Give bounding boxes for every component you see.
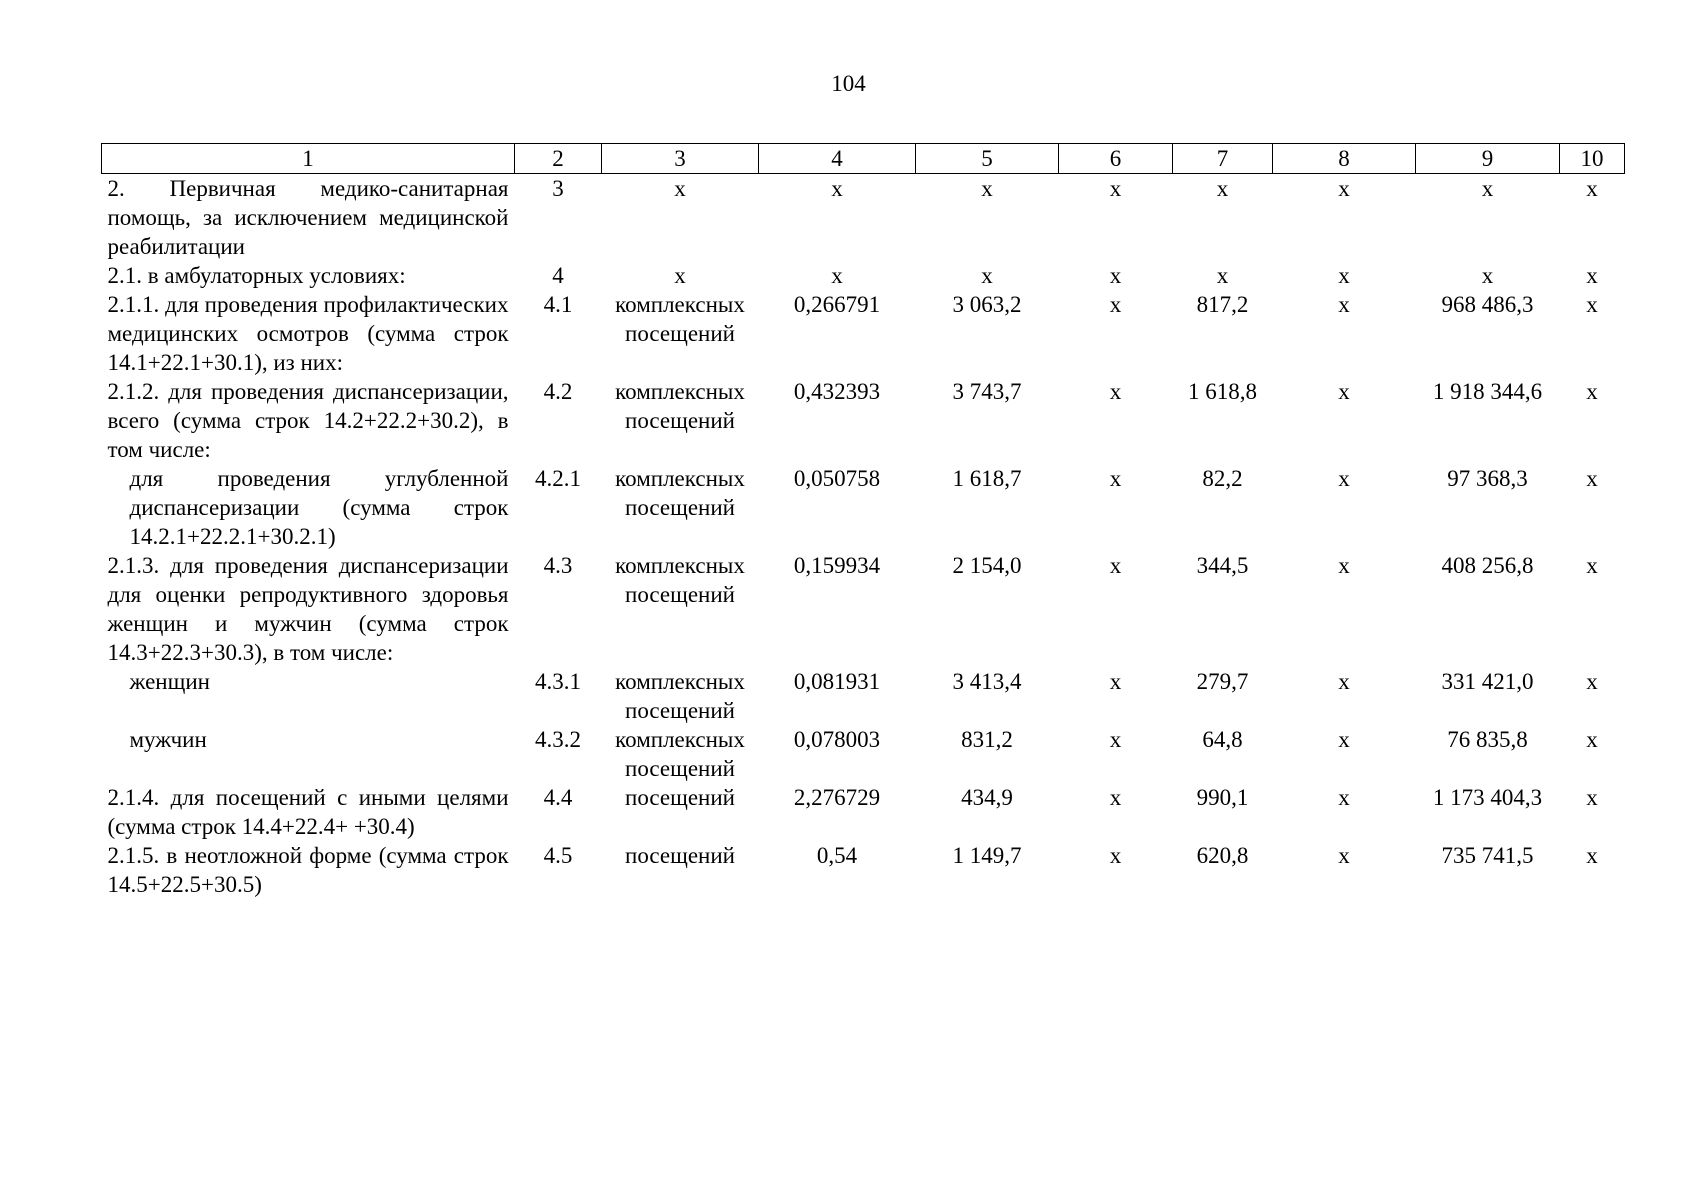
value-cell: 434,9 — [961, 785, 1013, 810]
header-cell: 9 — [1416, 144, 1560, 174]
value-cell: х — [1216, 176, 1229, 201]
header-cell: 2 — [515, 144, 602, 174]
header-cell: 5 — [916, 144, 1059, 174]
value-cell: х — [831, 176, 843, 201]
unit-cell: комплексных посещений — [615, 727, 745, 781]
unit-cell: посещений — [625, 843, 735, 868]
value-cell: х — [1338, 292, 1350, 317]
value-cell: 620,8 — [1196, 843, 1249, 868]
unit-cell: х — [674, 263, 686, 288]
row-number: 4.2 — [543, 379, 573, 404]
table-row — [102, 667, 1625, 725]
value-cell: 968 486,3 — [1441, 292, 1534, 317]
value-cell: х — [1586, 843, 1598, 868]
row-label: 2.1.3. для проведения диспансеризации для оценки репродуктивного здоровья женщин и мужчин (сумма строк 14.3+22.3+30.3), в том числе: — [107, 553, 509, 665]
page-number: 104 — [831, 71, 866, 96]
value-cell: х — [1586, 669, 1598, 694]
value-cell: х — [1338, 466, 1350, 491]
value-cell: 735 741,5 — [1441, 843, 1534, 868]
value-cell: 831,2 — [961, 727, 1013, 752]
value-cell: 817,2 — [1196, 292, 1249, 317]
value-cell: х — [1338, 727, 1350, 752]
value-cell: 1 618,7 — [952, 466, 1022, 491]
value-cell: х — [1109, 785, 1122, 810]
header-cell: 4 — [759, 144, 916, 174]
value-cell: 2 154,0 — [952, 553, 1022, 578]
value-cell: х — [1481, 263, 1494, 288]
value-cell: 990,1 — [1196, 785, 1249, 810]
value-cell: 1 149,7 — [952, 843, 1022, 868]
value-cell: х — [1338, 263, 1350, 288]
table-row — [102, 174, 1625, 262]
value-cell: х — [1109, 176, 1122, 201]
row-number: 4.3 — [543, 553, 573, 578]
value-cell: х — [1109, 843, 1122, 868]
value-cell: х — [1216, 263, 1229, 288]
row-label: 2.1. в амбулаторных условиях: — [107, 263, 406, 288]
value-cell: х — [1338, 176, 1350, 201]
value-cell: х — [1109, 669, 1122, 694]
value-cell: х — [1586, 263, 1598, 288]
value-cell: 3 743,7 — [952, 379, 1022, 404]
data-table — [101, 143, 1625, 899]
value-cell: 331 421,0 — [1441, 669, 1534, 694]
value-cell: х — [1586, 176, 1598, 201]
value-cell: х — [831, 263, 843, 288]
table-row — [102, 464, 1625, 551]
row-label: 2.1.4. для посещений с иными целями (сумма строк 14.4+22.4+ +30.4) — [107, 785, 509, 839]
value-cell: 97 368,3 — [1447, 466, 1528, 491]
value-cell: 408 256,8 — [1441, 553, 1534, 578]
value-cell: 1 918 344,6 — [1432, 379, 1543, 404]
value-cell: 2,276729 — [793, 785, 881, 810]
table-row — [102, 551, 1625, 667]
value-cell: 76 835,8 — [1447, 727, 1528, 752]
value-cell: 0,159934 — [793, 553, 881, 578]
row-label: 2.1.5. в неотложной форме (сумма строк 14.5+22.5+30.5) — [107, 843, 509, 897]
row-label: 2.1.1. для проведения профилактических медицинских осмотров (сумма строк 14.1+22.1+30.1), из них: — [107, 292, 509, 375]
table-row — [102, 377, 1625, 464]
value-cell: 64,8 — [1202, 727, 1243, 752]
header-cell: 10 — [1560, 144, 1625, 174]
value-cell: 0,432393 — [793, 379, 881, 404]
table-row — [102, 841, 1625, 899]
value-cell: 1 618,8 — [1188, 379, 1257, 404]
unit-cell: х — [674, 176, 686, 201]
value-cell: х — [1586, 785, 1598, 810]
value-cell: х — [1586, 292, 1598, 317]
row-number: 4.3.1 — [535, 669, 581, 694]
value-cell: х — [1338, 669, 1350, 694]
row-number: 4.1 — [543, 292, 573, 317]
value-cell: х — [1338, 379, 1350, 404]
table-row — [102, 725, 1625, 783]
table-row — [102, 261, 1625, 290]
table-header-row — [102, 144, 1625, 174]
unit-cell: комплексных посещений — [615, 553, 745, 607]
value-cell: х — [1481, 176, 1494, 201]
value-cell: х — [1109, 263, 1122, 288]
row-label: для проведения углубленной диспансеризации (сумма строк 14.2.1+22.2.1+30.2.1) — [129, 466, 509, 549]
value-cell: х — [981, 176, 993, 201]
header-cell: 1 — [102, 144, 515, 174]
row-label: 2. Первичная медико-санитарная помощь, за исключением медицинской реабилитации — [107, 176, 509, 259]
value-cell: 344,5 — [1196, 553, 1249, 578]
row-number: 4.3.2 — [535, 727, 581, 752]
unit-cell: комплексных посещений — [615, 379, 745, 433]
value-cell: х — [1586, 553, 1598, 578]
row-number: 4.4 — [543, 785, 573, 810]
row-label: женщин — [129, 669, 210, 694]
value-cell: 3 413,4 — [952, 669, 1022, 694]
value-cell: 0,081931 — [793, 669, 881, 694]
value-cell: х — [1109, 466, 1122, 491]
header-cell: 8 — [1273, 144, 1416, 174]
value-cell: х — [1338, 785, 1350, 810]
value-cell: 1 173 404,3 — [1432, 785, 1543, 810]
value-cell: х — [1586, 466, 1598, 491]
header-cell: 7 — [1173, 144, 1273, 174]
row-number: 4.2.1 — [535, 466, 581, 491]
row-number: 4 — [552, 263, 564, 288]
value-cell: х — [1109, 727, 1122, 752]
unit-cell: комплексных посещений — [615, 466, 745, 520]
table-row — [102, 290, 1625, 377]
header-cell: 6 — [1059, 144, 1173, 174]
value-cell: х — [1109, 292, 1122, 317]
value-cell: 0,050758 — [793, 466, 881, 491]
value-cell: х — [1586, 727, 1598, 752]
value-cell: х — [1338, 553, 1350, 578]
row-label: мужчин — [129, 727, 207, 752]
row-number: 4.5 — [543, 843, 573, 868]
value-cell: х — [1109, 379, 1122, 404]
row-label: 2.1.2. для проведения диспансеризации, всего (сумма строк 14.2+22.2+30.2), в том числе: — [107, 379, 509, 462]
value-cell: 0,266791 — [793, 292, 881, 317]
header-cell: 3 — [602, 144, 759, 174]
unit-cell: комплексных посещений — [615, 292, 745, 346]
value-cell: 82,2 — [1202, 466, 1243, 491]
value-cell: х — [981, 263, 993, 288]
value-cell: 3 063,2 — [952, 292, 1022, 317]
value-cell: х — [1586, 379, 1598, 404]
value-cell: 0,54 — [816, 843, 858, 868]
value-cell: 279,7 — [1196, 669, 1249, 694]
row-number: 3 — [552, 176, 564, 201]
value-cell: 0,078003 — [793, 727, 881, 752]
value-cell: х — [1109, 553, 1122, 578]
table-row — [102, 783, 1625, 841]
unit-cell: посещений — [625, 785, 735, 810]
unit-cell: комплексных посещений — [615, 669, 745, 723]
value-cell: х — [1338, 843, 1350, 868]
